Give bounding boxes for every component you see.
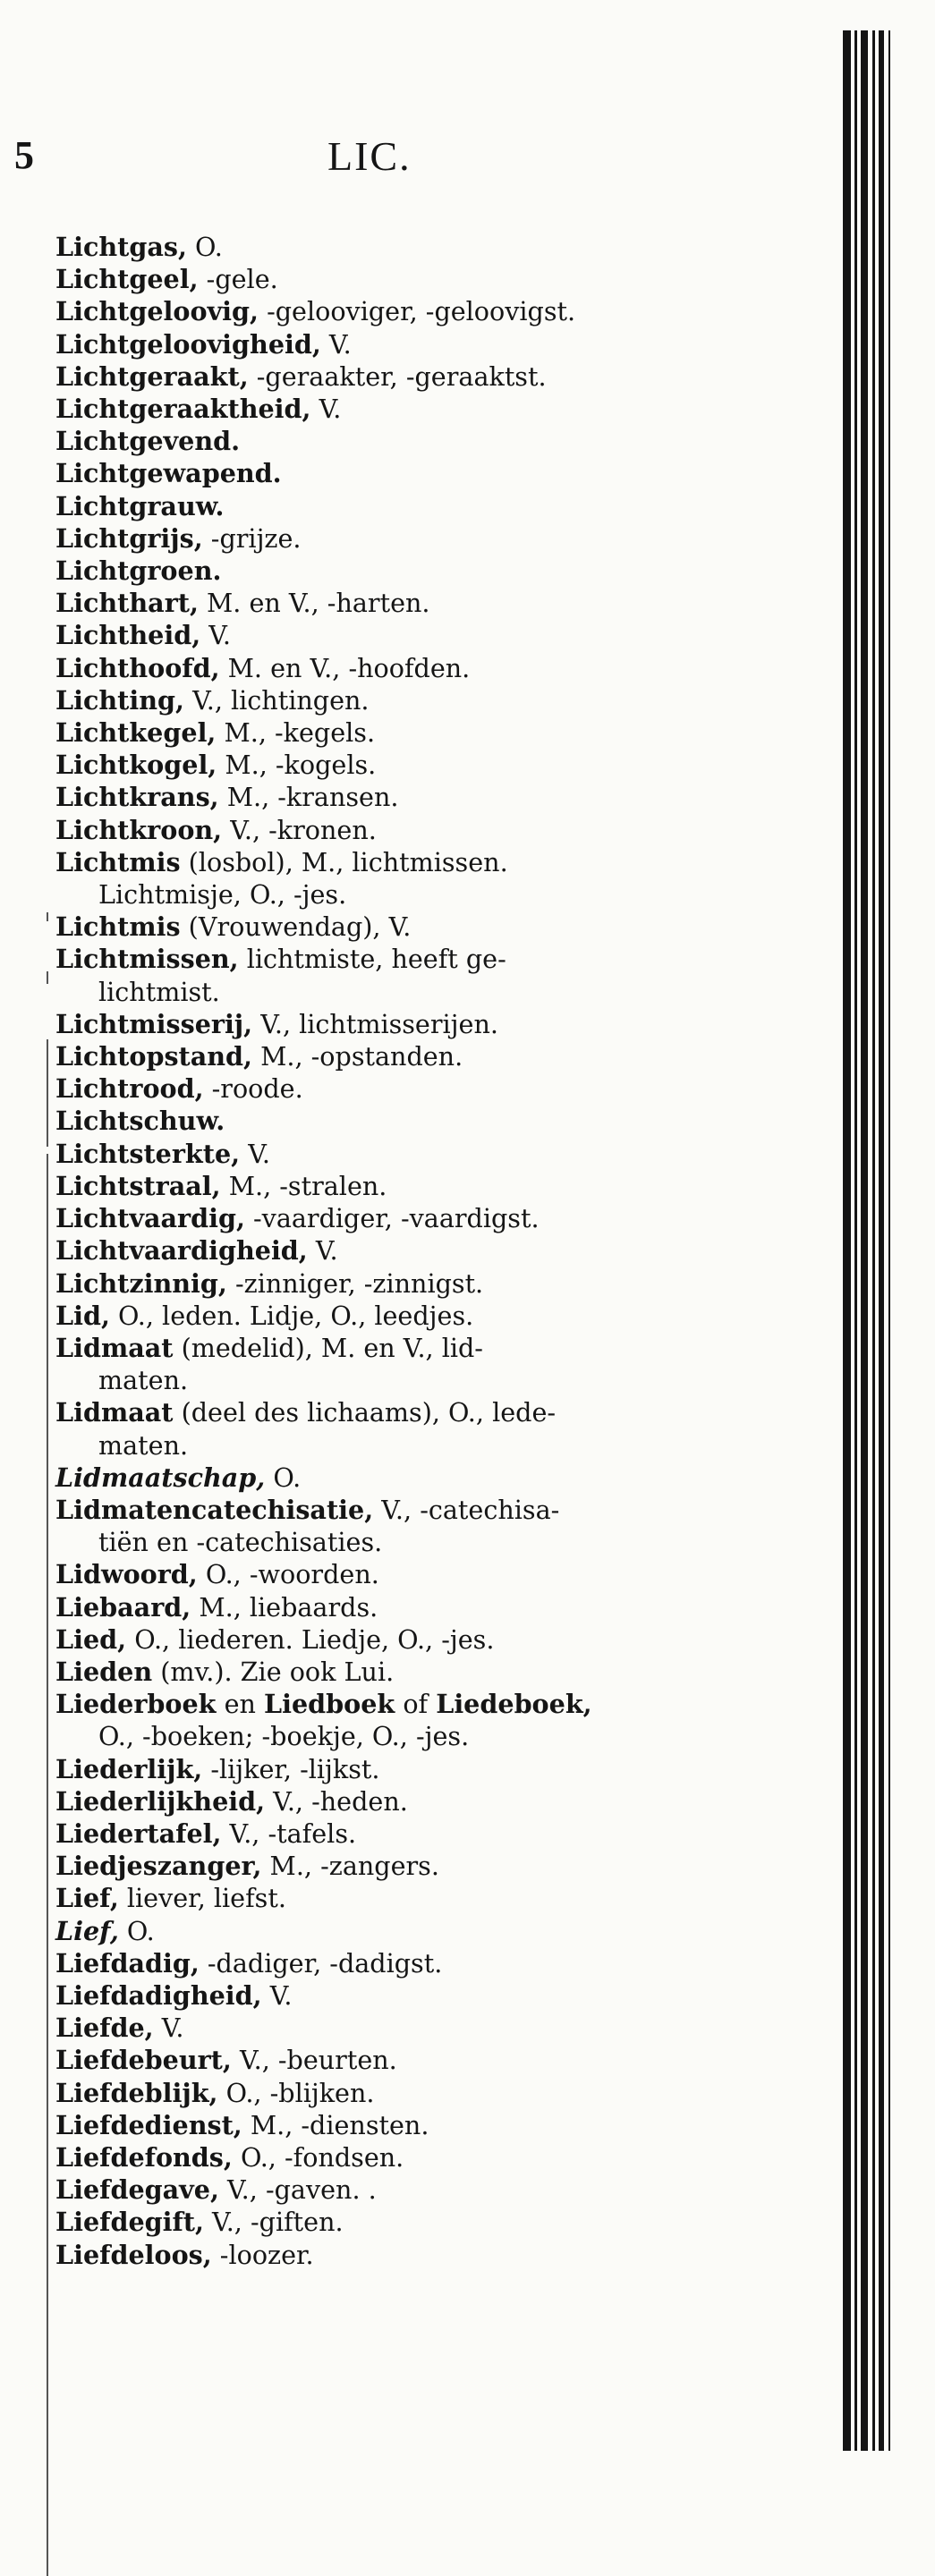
dictionary-entry [55,619,718,651]
dictionary-entry [55,1462,718,1494]
entry-definition: en [216,1689,264,1720]
entry-headword: Lichtrood, [55,1073,204,1105]
dictionary-entry [55,2141,718,2174]
entry-definition: M., liebaards. [191,1591,378,1623]
entry-headword: Liedboek [264,1689,395,1720]
entry-definition: O., liederen. Liedje, O., -jes. [126,1623,495,1655]
entry-line [55,1332,718,1364]
entry-line [55,2077,718,2109]
entry-line [55,1008,718,1040]
entry-definition: -gele. [198,264,278,295]
entry-definition: V. [307,1235,338,1267]
dictionary-entry [55,814,718,846]
entry-headword: Lichtvaardigheid, [55,1235,308,1267]
entry-line [55,1785,718,1818]
entry-line [55,295,718,327]
entry-line [55,814,718,846]
entry-line [55,846,718,878]
entry-line [55,263,718,295]
entry-headword: Lidmatencatechisatie, [55,1494,374,1525]
dictionary-entry [55,328,718,360]
entry-definition: O., -blijken. [217,2077,375,2108]
entry-definition: V., lichtingen. [183,684,370,716]
dictionary-entry [55,2206,718,2238]
entry-headword: Lichtzinnig, [55,1267,227,1299]
entry-headword: Liedeboek, [436,1689,592,1720]
entry-line [55,1040,718,1072]
dictionary-entry [55,1818,718,1850]
entry-line [55,1947,718,1979]
entry-definition: V., -gaven. . [218,2174,377,2206]
entry-line [55,490,718,522]
entry-definition: M., -opstanden. [252,1041,463,1072]
entry-headword: Lichtmis [55,911,181,943]
dictionary-entry [55,1947,718,1979]
dictionary-entry [55,1850,718,1882]
entry-headword: Liederlijk, [55,1753,203,1784]
dictionary-entries [55,231,718,2271]
entry-definition: (medelid), M. en V., lid- [173,1332,483,1363]
entry-definition: -loozer. [211,2239,314,2270]
entry-line [55,1623,718,1656]
entry-line [55,1818,718,1850]
entry-definition: (Vrouwendag), V. [180,911,412,943]
entry-line [55,619,718,651]
entry-definition: V., -kronen. [222,814,377,845]
entry-line [55,1170,718,1202]
entry-definition: V. [261,1979,293,2011]
entry-headword: Liebaard, [55,1591,191,1623]
entry-line [55,1688,718,1720]
entry-definition: V., lichtmisserijen. [252,1008,498,1039]
entry-line [55,1558,718,1590]
entry-definition: M., -kransen. [218,782,399,813]
entry-headword: Lidmaat [55,1397,174,1428]
entry-definition: M., -diensten. [242,2109,429,2140]
entry-line [55,1396,718,1428]
entry-line [55,1462,718,1494]
page-number: 5 [14,133,34,177]
entry-line [55,1138,718,1170]
entry-headword: Liefdeblijk, [55,2077,218,2108]
dictionary-entry [55,1591,718,1623]
dictionary-entry [55,2077,718,2109]
entry-line [55,1234,718,1267]
entry-headword: Lichtgeloovig, [55,296,259,327]
entry-definition: (mv.). Zie ook Lui. [152,1656,395,1687]
entry-definition: -gelooviger, -geloovigst. [259,296,576,327]
entry-headword: Lichtsterkte, [55,1138,241,1169]
entry-definition: M. en V., -harten. [198,588,430,619]
entry-headword: Lichthart, [55,588,199,619]
entry-headword: Lichtkegel, [55,717,217,749]
entry-headword: Lied, [55,1623,127,1655]
dictionary-entry [55,231,718,263]
entry-definition: O., -fondsen. [232,2141,404,2173]
entry-definition: of [395,1689,437,1720]
dictionary-entry [55,2012,718,2044]
entry-definition: -geraakter, -geraaktst. [248,360,547,392]
entry-headword: Lichtgas, [55,232,187,262]
entry-headword: Liedjeszanger, [55,1851,262,1882]
entry-definition: M., -kogels. [217,750,377,781]
entry-headword: Lichtgeraaktheid, [55,394,311,425]
entry-line [55,360,718,393]
dictionary-entry [55,457,718,489]
entry-line [55,1072,718,1105]
entry-definition: V., -beurten. [231,2045,397,2076]
entry-definition: liever, liefst. [118,1883,286,1914]
entry-line [55,2206,718,2238]
entry-line [55,1882,718,1914]
entry-headword: Liederlijkheid, [55,1785,266,1817]
entry-continuation: maten. [98,1365,189,1396]
entry-line [55,1850,718,1882]
dictionary-entry [55,1623,718,1656]
entry-headword: Lief, [55,1915,119,1946]
dictionary-entry [55,393,718,425]
dictionary-entry [55,846,718,911]
dictionary-entry [55,360,718,393]
entry-line [55,652,718,684]
entry-definition: M., -stralen. [220,1170,387,1201]
dictionary-entry [55,1267,718,1300]
entry-definition: -roode. [203,1073,303,1105]
dictionary-entry [55,555,718,587]
dictionary-entry [55,263,718,295]
entry-headword: Lichtmisserij, [55,1008,253,1039]
entry-line [55,2109,718,2141]
entry-definition: -grijze. [202,522,302,554]
entry-definition: -lijker, -lijkst. [202,1753,380,1784]
entry-definition: M., -zangers. [261,1851,439,1882]
entry-definition: (deel des lichaams), O., lede- [173,1397,557,1428]
entry-line [55,1202,718,1234]
dictionary-entry [55,943,718,1007]
entry-definition: -dadiger, -dadigst. [199,1947,443,1979]
entry-definition: O. [186,232,223,262]
entry-line [55,1267,718,1300]
entry-definition: V. [153,2012,184,2044]
dictionary-entry [55,2044,718,2076]
dictionary-entry [55,1494,718,1558]
dictionary-entry [55,1202,718,1234]
dictionary-entry [55,1915,718,1947]
entry-line [55,2239,718,2271]
entry-continuation: maten. [98,1429,189,1461]
entry-headword: Liefdadigheid, [55,1979,262,2011]
dictionary-entry [55,587,718,619]
entry-headword: Liefdadig, [55,1947,200,1979]
entry-definition: M. en V., -hoofden. [219,652,471,683]
dictionary-entry [55,1688,718,1752]
entry-headword: Lichtgeraakt, [55,360,249,392]
entry-definition: V., -catechisa- [373,1494,560,1525]
entry-definition: V. [320,328,352,360]
dictionary-entry [55,295,718,327]
entry-definition: V. [310,394,342,425]
entry-line [55,425,718,457]
entry-headword: Liefde, [55,2012,154,2044]
entry-line [55,328,718,360]
entry-headword: Liefdegift, [55,2207,204,2238]
dictionary-entry [55,1170,718,1202]
entry-definition: M., -kegels. [216,717,376,749]
entry-headword: Lichtgevend. [55,426,241,457]
entry-headword: Lidmaatschap, [55,1462,266,1493]
entry-line [55,231,718,263]
running-head: LIC. [327,133,412,179]
entry-definition: lichtmiste, heeft ge- [238,944,506,975]
dictionary-entry [55,1558,718,1590]
entry-headword: Liedertafel, [55,1818,222,1849]
dictionary-entry [55,522,718,555]
entry-headword: Lichtgeel, [55,264,199,295]
entry-definition: V., -giften. [203,2207,344,2238]
entry-line [55,1494,718,1526]
entry-headword: Liefdedienst, [55,2109,242,2140]
entry-headword: Liefdeloos, [55,2239,212,2270]
dictionary-entry [55,1234,718,1267]
dictionary-entry [55,1138,718,1170]
dictionary-entry [55,1008,718,1040]
entry-headword: Lichting, [55,684,184,716]
entry-definition: V., -heden. [265,1785,408,1817]
entry-line [55,555,718,587]
dictionary-entry [55,1785,718,1818]
dictionary-entry [55,911,718,943]
entry-definition: O. [265,1462,302,1493]
dictionary-entry [55,716,718,749]
entry-line [55,943,718,975]
dictionary-entry [55,1300,718,1332]
entry-headword: Lief, [55,1883,119,1914]
entry-headword: Liefdefonds, [55,2141,233,2173]
entry-line [55,1979,718,2012]
entry-headword: Lichtmissen, [55,944,239,975]
entry-line [55,522,718,555]
entry-headword: Lichtgroen. [55,555,222,587]
dictionary-entry [55,2174,718,2206]
entry-headword: Lichtgewapend. [55,458,282,489]
entry-line [55,587,718,619]
dictionary-entry [55,1040,718,1072]
dictionary-entry [55,2239,718,2271]
entry-headword: Lichtkogel, [55,750,217,781]
entry-line [55,1300,718,1332]
entry-line [55,1591,718,1623]
dictionary-entry [55,749,718,781]
entry-headword: Lichtmis [55,846,181,877]
entry-line [55,1915,718,1947]
entry-definition: O. [118,1915,155,1946]
entry-line [55,1105,718,1137]
dictionary-entry [55,1656,718,1688]
entry-headword: Lidwoord, [55,1559,198,1590]
dictionary-entry [55,684,718,716]
dictionary-entry [55,425,718,457]
entry-line [55,749,718,781]
entry-line [55,2141,718,2174]
entry-line [55,781,718,813]
entry-line [55,911,718,943]
dictionary-entry [55,2109,718,2141]
entry-line [55,1656,718,1688]
entry-definition: -vaardiger, -vaardigst. [244,1203,540,1234]
entry-definition: O., leden. Lidje, O., leedjes. [109,1300,474,1331]
entry-headword: Lichtgrauw. [55,490,225,521]
entry-definition: O., -woorden. [197,1559,379,1590]
entry-continuation: Lichtmisje, O., -jes. [98,879,347,911]
entry-headword: Liederboek [55,1689,217,1720]
entry-definition: V., -tafels. [221,1818,357,1849]
entry-headword: Lichtopstand, [55,1041,253,1072]
entry-line [55,2174,718,2206]
entry-headword: Lichtheid, [55,620,201,651]
entry-headword: Lid, [55,1300,110,1331]
dictionary-entry [55,1105,718,1137]
entry-definition: V. [240,1138,270,1169]
dictionary-entry [55,652,718,684]
entry-headword: Lichtkrans, [55,782,219,813]
entry-line [55,684,718,716]
entry-line [55,2044,718,2076]
entry-line [55,457,718,489]
dictionary-entry [55,1396,718,1461]
entry-headword: Lichtgrijs, [55,522,203,554]
entry-headword: Lichtschuw. [55,1106,225,1137]
entry-headword: Lichtstraal, [55,1170,221,1201]
dictionary-entry [55,1979,718,2012]
entry-headword: Lichthoofd, [55,652,220,683]
entry-definition: V. [200,620,232,651]
dictionary-entry [55,1072,718,1105]
entry-line [55,1753,718,1785]
dictionary-entry [55,490,718,522]
entry-headword: Lichtvaardig, [55,1203,245,1234]
dictionary-entry [55,1332,718,1396]
entry-headword: Lidmaat [55,1332,174,1363]
entry-continuation: O., -boeken; -boekje, O., -jes. [98,1721,470,1752]
entry-line [55,2012,718,2044]
entry-headword: Lichtkroon, [55,814,223,845]
entry-line [55,716,718,749]
dictionary-entry [55,781,718,813]
entry-headword: Liefdegave, [55,2174,219,2206]
dictionary-entry [55,1753,718,1785]
entry-definition: (losbol), M., lichtmissen. [180,846,508,877]
entry-continuation: tiën en -catechisaties. [98,1527,383,1558]
entry-headword: Liefdebeurt, [55,2045,232,2076]
entry-headword: Lieden [55,1656,153,1687]
entry-headword: Lichtgeloovigheid, [55,328,321,360]
entry-definition: -zinniger, -zinnigst. [226,1267,484,1299]
dictionary-entry [55,1882,718,1914]
entry-continuation: lichtmist. [98,976,220,1007]
entry-line [55,393,718,425]
